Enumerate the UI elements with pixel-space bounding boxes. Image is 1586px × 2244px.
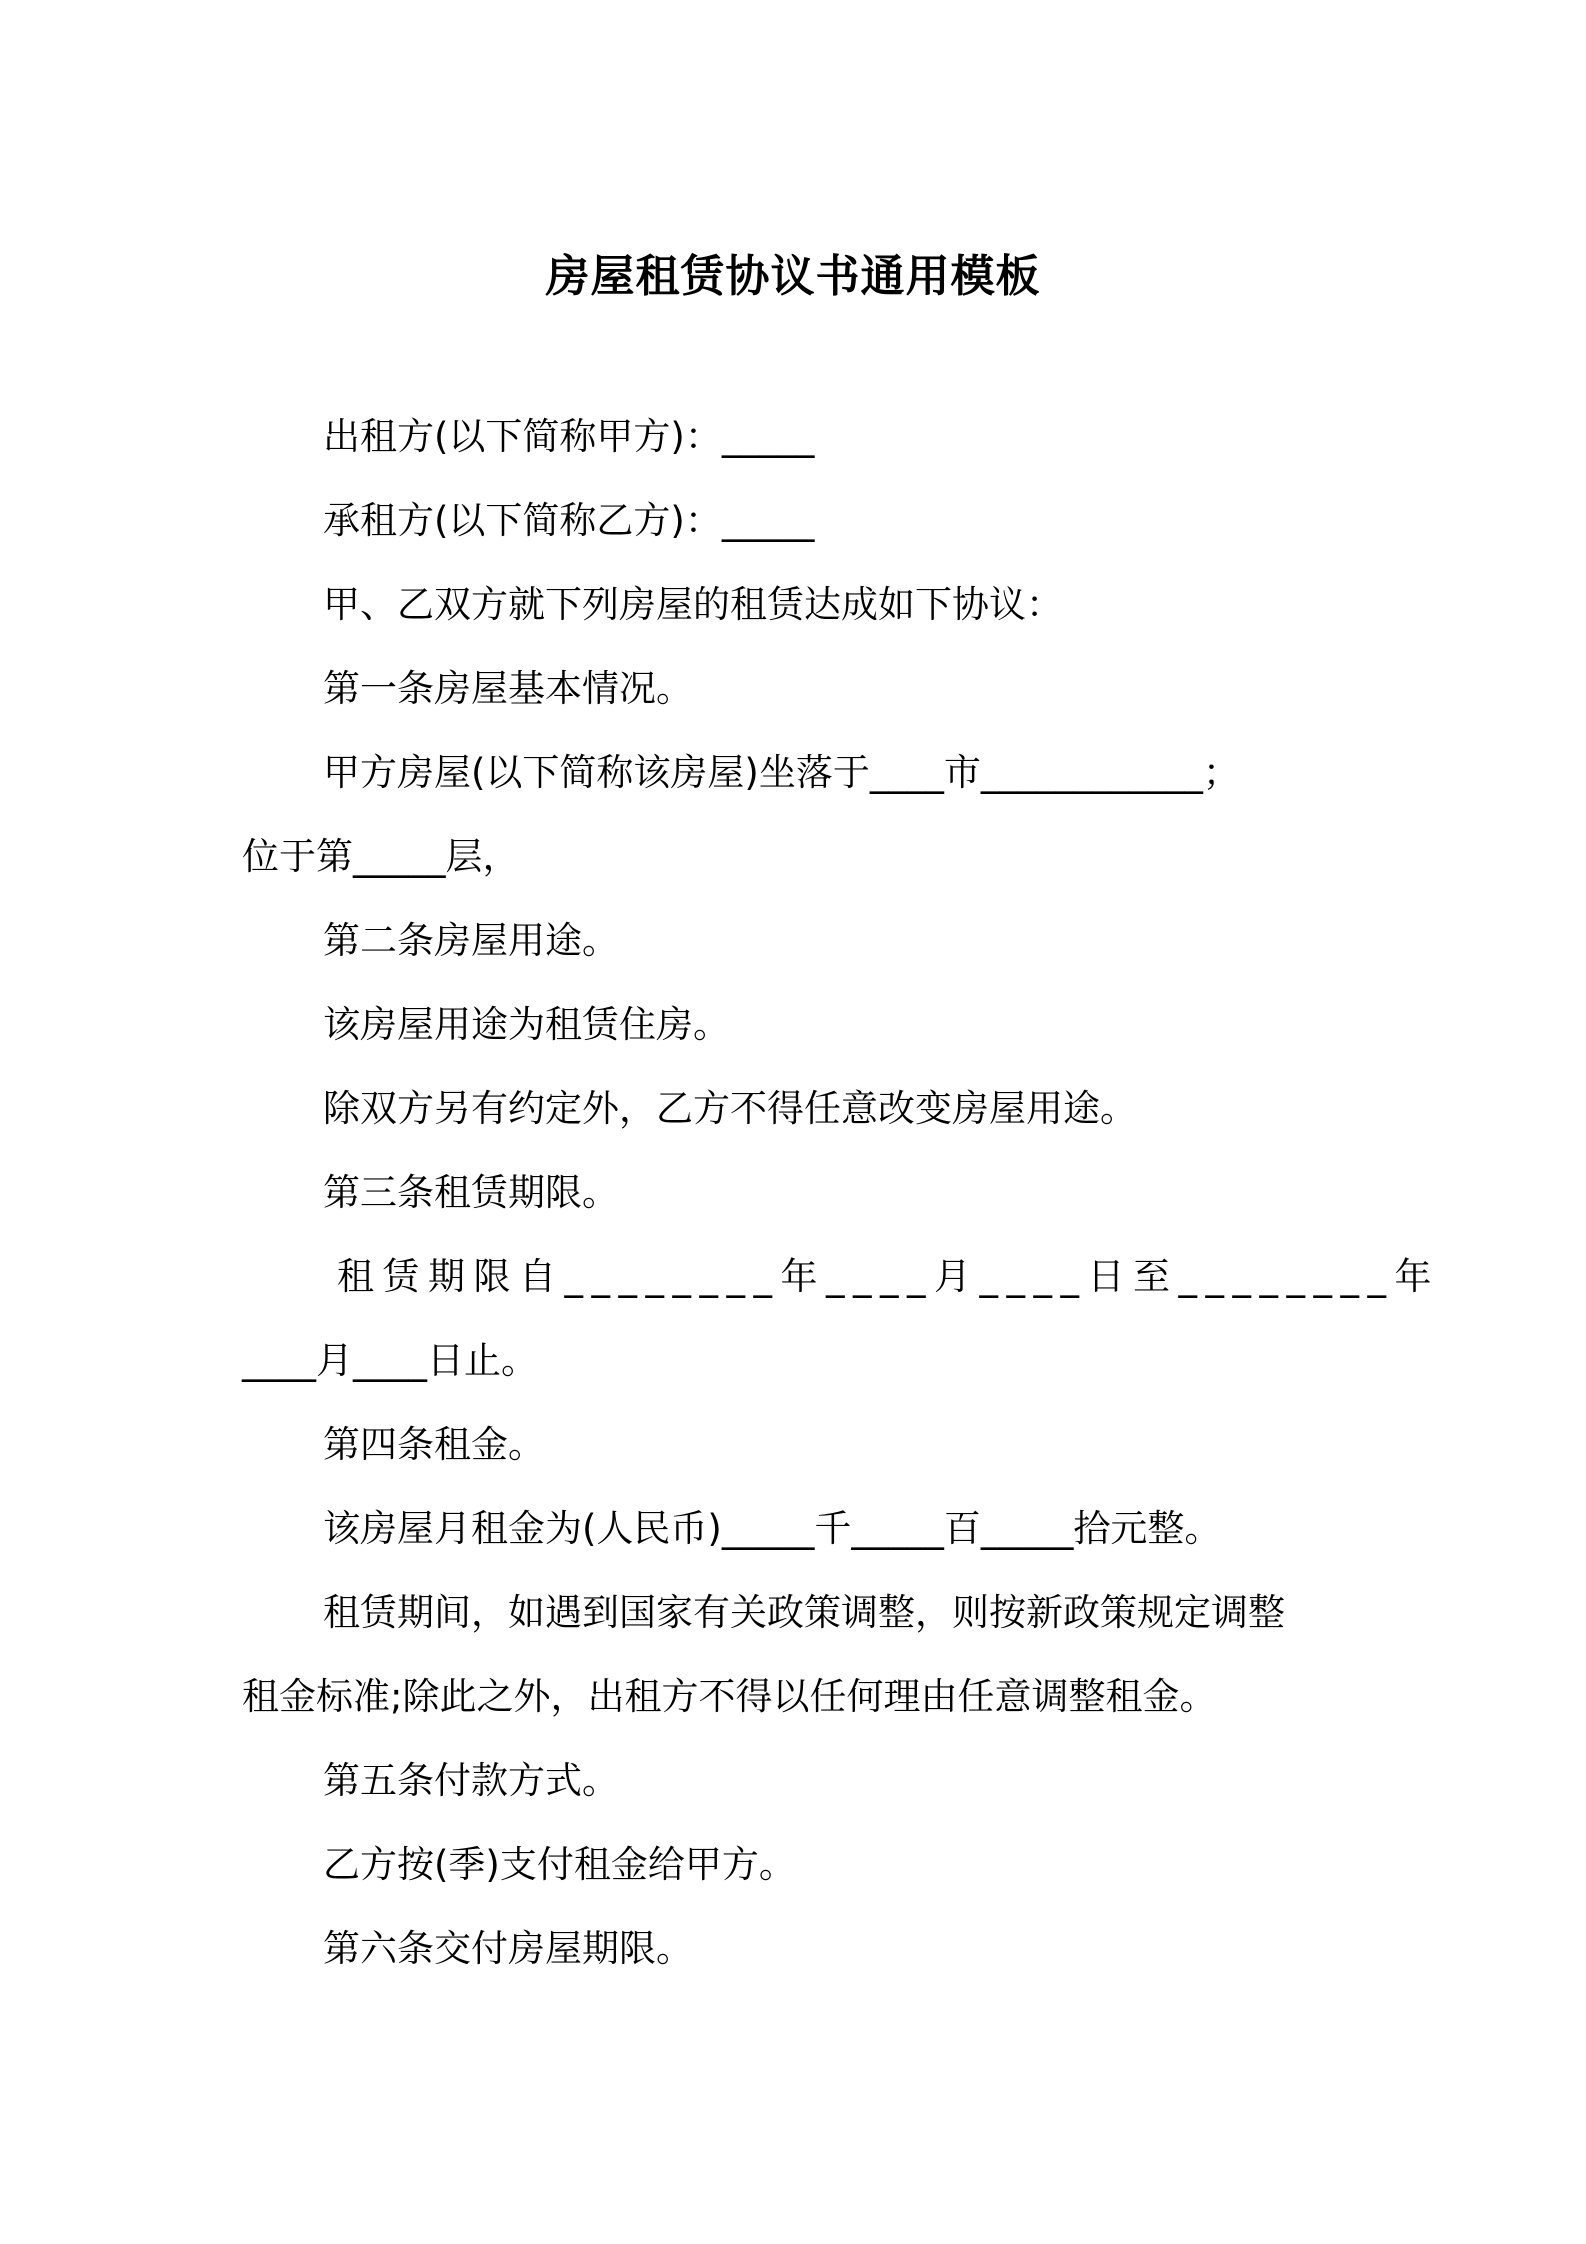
use-restriction-line: 除双方另有约定外，乙方不得任意改变房屋用途。: [323, 1087, 1137, 1130]
rent-standard-line: 租金标准;除此之外，出租方不得以任何理由任意调整租金。: [242, 1675, 1217, 1718]
agreement-intro: 甲、乙双方就下列房屋的租赁达成如下协议：: [323, 583, 1063, 626]
property-use-line: 该房屋用途为租赁住房。: [323, 1003, 730, 1046]
property-location-line: 甲方房屋(以下简称该房屋)坐落于____市____________；: [323, 751, 1240, 794]
lessee-line: 承租方(以下简称乙方)：_____: [323, 499, 815, 542]
property-floor-line: 位于第_____层，: [242, 835, 520, 878]
rent-adjustment-line: 租赁期间，如遇到国家有关政策调整，则按新政策规定调整: [323, 1591, 1285, 1634]
payment-method-line: 乙方按(季)支付租金给甲方。: [323, 1843, 796, 1886]
lessor-line: 出租方(以下简称甲方)：_____: [323, 415, 815, 458]
lease-term-line: 租赁期限自________年____月____日至________年: [337, 1255, 1440, 1298]
article-5-heading: 第五条付款方式。: [323, 1759, 619, 1802]
monthly-rent-line: 该房屋月租金为(人民币)_____千_____百_____拾元整。: [323, 1507, 1222, 1550]
article-3-heading: 第三条租赁期限。: [323, 1171, 619, 1214]
article-2-heading: 第二条房屋用途。: [323, 919, 619, 962]
document-title: 房屋租赁协议书通用模板: [545, 251, 1041, 303]
article-1-heading: 第一条房屋基本情况。: [323, 667, 693, 710]
lease-term-end-line: ____月____日止。: [242, 1339, 538, 1382]
article-4-heading: 第四条租金。: [323, 1423, 545, 1466]
article-6-heading: 第六条交付房屋期限。: [323, 1927, 693, 1970]
